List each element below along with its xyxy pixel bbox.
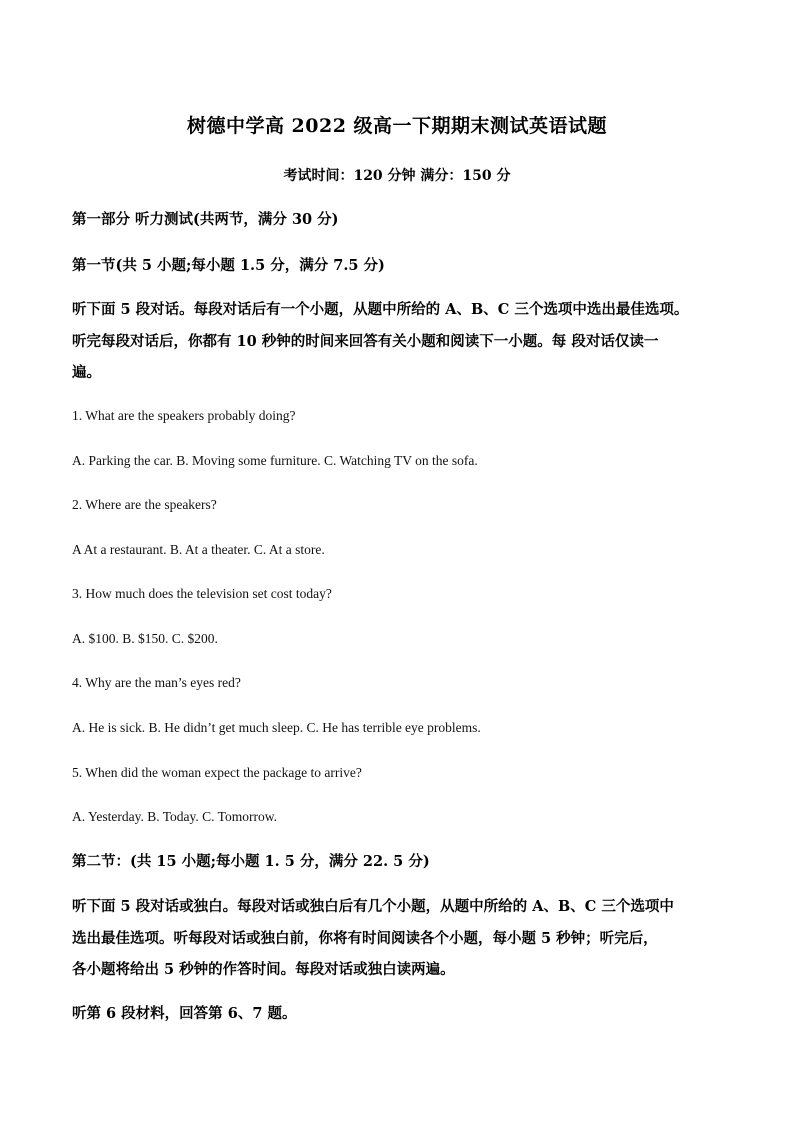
section1-instruction-line: 听下面 5 段对话。每段对话后有一个小题，从题中所给的 A、B、C 三个选项中选出最佳选项。 <box>72 301 689 318</box>
material-note: 听第 6 段材料，回答第 6、7 题。 <box>72 1005 297 1022</box>
page-title: 树德中学高 2022 级高一下期期末测试英语试题 <box>186 115 608 137</box>
section2-instruction-line: 选出最佳选项。听每段对话或独白前，你将有时间阅读各个小题，每小题 5 秒钟；听完后， <box>72 930 658 947</box>
section1-instruction-line: 遍。 <box>72 364 101 381</box>
question-3-options: A. $100. B. $150. C. $200. <box>72 631 218 646</box>
question-3: 3. How much does the television set cost today? <box>72 586 332 601</box>
section2-heading: 第二节：(共 15 小题;每小题 1. 5 分，满分 22. 5 分) <box>72 853 430 870</box>
question-5-options: A. Yesterday. B. Today. C. Tomorrow. <box>72 809 277 824</box>
question-1-options: A. Parking the car. B. Moving some furniture. C. Watching TV on the sofa. <box>72 453 478 468</box>
exam-info: 考试时间：120 分钟 满分：150 分 <box>283 168 511 184</box>
question-2: 2. Where are the speakers? <box>72 497 217 512</box>
question-1: 1. What are the speakers probably doing? <box>72 408 296 423</box>
question-5: 5. When did the woman expect the package to arrive? <box>72 765 362 780</box>
section2-instruction-line: 听下面 5 段对话或独白。每段对话或独白后有几个小题，从题中所给的 A、B、C 三个选项中 <box>72 898 674 915</box>
question-4-options: A. He is sick. B. He didn’t get much sleep. C. He has terrible eye problems. <box>72 720 481 735</box>
section1-instruction-line: 听完每段对话后，你都有 10 秒钟的时间来回答有关小题和阅读下一小题。每 段对话仅读一 <box>72 333 659 350</box>
question-4: 4. Why are the man’s eyes red? <box>72 675 241 690</box>
section1-heading: 第一节(共 5 小题;每小题 1.5 分，满分 7.5 分) <box>72 257 385 274</box>
part1-heading: 第一部分 听力测试(共两节，满分 30 分) <box>72 211 339 228</box>
section2-instruction-line: 各小题将给出 5 秒钟的作答时间。每段对话或独白读两遍。 <box>72 961 455 978</box>
question-2-options: A At a restaurant. B. At a theater. C. At a store. <box>72 542 325 557</box>
